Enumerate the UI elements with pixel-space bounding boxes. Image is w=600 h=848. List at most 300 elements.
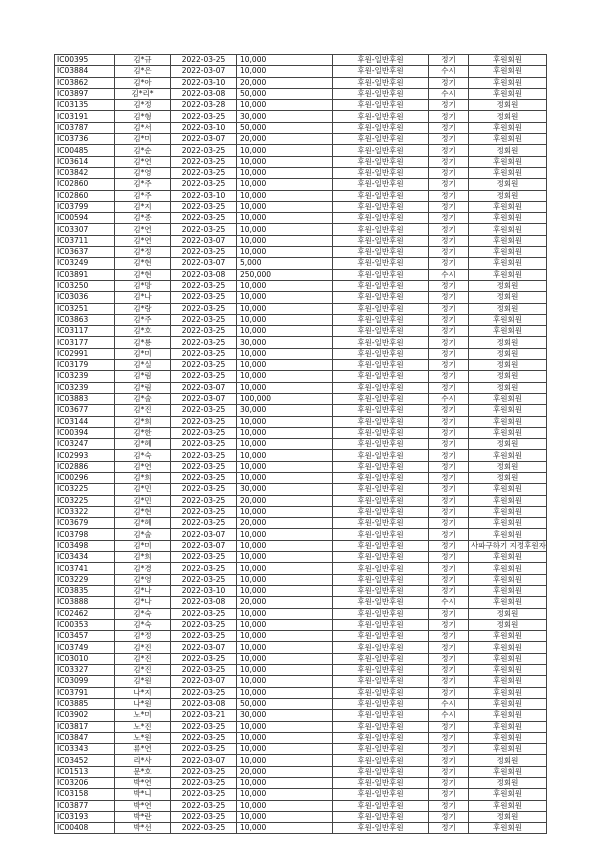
table-row: [55, 360, 547, 371]
member-grade-cell: 후원회원: [469, 721, 547, 732]
frequency-cell: 정기: [429, 179, 469, 190]
amount-cell: 10,000: [237, 744, 333, 755]
donation-date-cell: 2022-03-28: [171, 100, 237, 111]
donation-type-cell: 후원-일반후원: [333, 348, 429, 359]
donation-type-cell: 후원-일반후원: [333, 145, 429, 156]
donation-type-cell: 후원-일반후원: [333, 710, 429, 721]
donation-type-cell: 후원-일반후원: [333, 201, 429, 212]
member-id-cell: IC02993: [55, 450, 115, 461]
donation-date-cell: 2022-03-25: [171, 484, 237, 495]
table-row: [55, 653, 547, 664]
frequency-cell: 정기: [429, 439, 469, 450]
table-row: [55, 190, 547, 201]
frequency-cell: 정기: [429, 213, 469, 224]
amount-cell: 50,000: [237, 122, 333, 133]
donation-type-cell: 후원-일반후원: [333, 461, 429, 472]
donation-type-cell: 후원-일반후원: [333, 518, 429, 529]
donation-date-cell: 2022-03-25: [171, 405, 237, 416]
donation-date-cell: 2022-03-25: [171, 823, 237, 834]
member-id-cell: IC03251: [55, 303, 115, 314]
amount-cell: 10,000: [237, 472, 333, 483]
donation-type-cell: 후원-일반후원: [333, 360, 429, 371]
donation-type-cell: 후원-일반후원: [333, 744, 429, 755]
frequency-cell: 정기: [429, 472, 469, 483]
table-row: [55, 405, 547, 416]
table-row: [55, 789, 547, 800]
amount-cell: 10,000: [237, 789, 333, 800]
donor-name-cell: 김*영: [115, 574, 171, 585]
donation-type-cell: 후원-일반후원: [333, 800, 429, 811]
donation-type-cell: 후원-일반후원: [333, 337, 429, 348]
donation-date-cell: 2022-03-25: [171, 156, 237, 167]
donation-date-cell: 2022-03-25: [171, 416, 237, 427]
donation-date-cell: 2022-03-25: [171, 732, 237, 743]
member-grade-cell: 후원회원: [469, 213, 547, 224]
member-id-cell: IC02886: [55, 461, 115, 472]
donor-name-cell: 김*현: [115, 506, 171, 517]
member-id-cell: IC03884: [55, 66, 115, 77]
donor-name-cell: 김*실: [115, 360, 171, 371]
donation-date-cell: 2022-03-10: [171, 190, 237, 201]
donor-name-cell: 김*현: [115, 258, 171, 269]
donor-name-cell: 김*서: [115, 122, 171, 133]
amount-cell: 100,000: [237, 393, 333, 404]
table-row: [55, 506, 547, 517]
member-grade-cell: 후원회원: [469, 800, 547, 811]
member-id-cell: IC03343: [55, 744, 115, 755]
donor-name-cell: 김*연: [115, 156, 171, 167]
frequency-cell: 정기: [429, 608, 469, 619]
donor-name-cell: 나*지: [115, 687, 171, 698]
member-grade-cell: 후원회원: [469, 653, 547, 664]
member-id-cell: IC03736: [55, 134, 115, 145]
table-row: [55, 732, 547, 743]
member-id-cell: IC03158: [55, 789, 115, 800]
member-id-cell: IC03010: [55, 653, 115, 664]
frequency-cell: 정기: [429, 653, 469, 664]
table-row: [55, 122, 547, 133]
amount-cell: 20,000: [237, 495, 333, 506]
member-grade-cell: 정회원: [469, 371, 547, 382]
member-id-cell: IC03249: [55, 258, 115, 269]
donor-name-cell: 김*순: [115, 145, 171, 156]
table-row: [55, 744, 547, 755]
member-id-cell: IC03135: [55, 100, 115, 111]
donation-date-cell: 2022-03-07: [171, 382, 237, 393]
donor-name-cell: 김*희: [115, 552, 171, 563]
donation-type-cell: 후원-일반후원: [333, 416, 429, 427]
donation-date-cell: 2022-03-07: [171, 235, 237, 246]
frequency-cell: 정기: [429, 326, 469, 337]
frequency-cell: 정기: [429, 348, 469, 359]
donation-type-cell: 후원-일반후원: [333, 66, 429, 77]
donor-name-cell: 김*연: [115, 235, 171, 246]
amount-cell: 20,000: [237, 766, 333, 777]
frequency-cell: 수시: [429, 698, 469, 709]
donation-type-cell: 후원-일반후원: [333, 529, 429, 540]
donation-type-cell: 후원-일반후원: [333, 766, 429, 777]
member-id-cell: IC03877: [55, 800, 115, 811]
member-grade-cell: 후원회원: [469, 710, 547, 721]
table-row: [55, 258, 547, 269]
member-id-cell: IC00395: [55, 55, 115, 66]
donor-name-cell: 김*진: [115, 642, 171, 653]
amount-cell: 10,000: [237, 585, 333, 596]
donation-date-cell: 2022-03-08: [171, 597, 237, 608]
frequency-cell: 정기: [429, 156, 469, 167]
member-grade-cell: 후원회원: [469, 574, 547, 585]
member-id-cell: IC00594: [55, 213, 115, 224]
frequency-cell: 정기: [429, 687, 469, 698]
donor-name-cell: 김*랑: [115, 303, 171, 314]
donation-type-cell: 후원-일반후원: [333, 755, 429, 766]
frequency-cell: 정기: [429, 314, 469, 325]
member-id-cell: IC03679: [55, 518, 115, 529]
donation-date-cell: 2022-03-25: [171, 292, 237, 303]
amount-cell: 10,000: [237, 540, 333, 551]
member-grade-cell: 후원회원: [469, 518, 547, 529]
donor-name-cell: 김*숙: [115, 608, 171, 619]
member-grade-cell: 정회원: [469, 179, 547, 190]
donation-records-table: [54, 54, 547, 834]
member-id-cell: IC03798: [55, 529, 115, 540]
amount-cell: 10,000: [237, 721, 333, 732]
donation-type-cell: 후원-일반후원: [333, 823, 429, 834]
donation-date-cell: 2022-03-25: [171, 201, 237, 212]
donation-date-cell: 2022-03-25: [171, 665, 237, 676]
donation-type-cell: 후원-일반후원: [333, 585, 429, 596]
donation-date-cell: 2022-03-25: [171, 439, 237, 450]
donation-date-cell: 2022-03-25: [171, 778, 237, 789]
amount-cell: 5,000: [237, 258, 333, 269]
frequency-cell: 정기: [429, 721, 469, 732]
member-grade-cell: 후원회원: [469, 484, 547, 495]
donor-name-cell: 김*경: [115, 563, 171, 574]
donation-type-cell: 후원-일반후원: [333, 224, 429, 235]
table-row: [55, 710, 547, 721]
amount-cell: 10,000: [237, 100, 333, 111]
table-row: [55, 235, 547, 246]
donation-date-cell: 2022-03-25: [171, 224, 237, 235]
donation-type-cell: 후원-일반후원: [333, 371, 429, 382]
amount-cell: 10,000: [237, 66, 333, 77]
donation-type-cell: 후원-일반후원: [333, 235, 429, 246]
donor-name-cell: 노*진: [115, 721, 171, 732]
frequency-cell: 수시: [429, 66, 469, 77]
donation-type-cell: 후원-일반후원: [333, 393, 429, 404]
donor-name-cell: 김*나: [115, 292, 171, 303]
donation-type-cell: 후원-일반후원: [333, 134, 429, 145]
donation-date-cell: 2022-03-25: [171, 360, 237, 371]
donation-date-cell: 2022-03-21: [171, 710, 237, 721]
table-row: [55, 495, 547, 506]
member-id-cell: IC03225: [55, 495, 115, 506]
donor-name-cell: 김*진: [115, 653, 171, 664]
member-id-cell: IC03637: [55, 247, 115, 258]
member-grade-cell: 후원회원: [469, 698, 547, 709]
member-id-cell: IC03225: [55, 484, 115, 495]
table-row: [55, 755, 547, 766]
member-id-cell: IC03787: [55, 122, 115, 133]
amount-cell: 10,000: [237, 823, 333, 834]
amount-cell: 30,000: [237, 405, 333, 416]
member-id-cell: IC03498: [55, 540, 115, 551]
amount-cell: 10,000: [237, 156, 333, 167]
member-id-cell: IC03191: [55, 111, 115, 122]
donor-name-cell: 노*미: [115, 710, 171, 721]
donation-date-cell: 2022-03-08: [171, 269, 237, 280]
donor-name-cell: 김*한: [115, 427, 171, 438]
amount-cell: 10,000: [237, 382, 333, 393]
frequency-cell: 정기: [429, 823, 469, 834]
amount-cell: 50,000: [237, 88, 333, 99]
member-id-cell: IC00485: [55, 145, 115, 156]
frequency-cell: 정기: [429, 280, 469, 291]
member-id-cell: IC03177: [55, 337, 115, 348]
donor-name-cell: 김*정: [115, 631, 171, 642]
donor-name-cell: 김*술: [115, 393, 171, 404]
amount-cell: 10,000: [237, 224, 333, 235]
member-id-cell: IC03117: [55, 326, 115, 337]
member-grade-cell: 정회원: [469, 303, 547, 314]
donor-name-cell: 김*미: [115, 540, 171, 551]
member-grade-cell: 후원회원: [469, 416, 547, 427]
member-grade-cell: 후원회원: [469, 314, 547, 325]
table-row: [55, 721, 547, 732]
member-grade-cell: 후원회원: [469, 597, 547, 608]
table-row: [55, 597, 547, 608]
frequency-cell: 정기: [429, 744, 469, 755]
donor-name-cell: 김*리*: [115, 88, 171, 99]
amount-cell: 10,000: [237, 800, 333, 811]
frequency-cell: 정기: [429, 540, 469, 551]
member-grade-cell: 후원회원: [469, 122, 547, 133]
donation-date-cell: 2022-03-25: [171, 371, 237, 382]
donation-date-cell: 2022-03-07: [171, 540, 237, 551]
donation-date-cell: 2022-03-25: [171, 800, 237, 811]
table-row: [55, 55, 547, 66]
member-grade-cell: 후원회원: [469, 393, 547, 404]
amount-cell: 20,000: [237, 134, 333, 145]
donation-type-cell: 후원-일반후원: [333, 326, 429, 337]
donor-name-cell: 김*숙: [115, 619, 171, 630]
donation-type-cell: 후원-일반후원: [333, 405, 429, 416]
donation-date-cell: 2022-03-07: [171, 755, 237, 766]
member-grade-cell: 후원회원: [469, 156, 547, 167]
donor-name-cell: 김*영: [115, 167, 171, 178]
donation-type-cell: 후원-일반후원: [333, 811, 429, 822]
member-id-cell: IC01513: [55, 766, 115, 777]
donation-date-cell: 2022-03-10: [171, 122, 237, 133]
donation-type-cell: 후원-일반후원: [333, 427, 429, 438]
amount-cell: 10,000: [237, 247, 333, 258]
amount-cell: 50,000: [237, 698, 333, 709]
member-grade-cell: 정회원: [469, 280, 547, 291]
donation-date-cell: 2022-03-25: [171, 687, 237, 698]
frequency-cell: 정기: [429, 427, 469, 438]
frequency-cell: 정기: [429, 778, 469, 789]
donor-name-cell: 김*연: [115, 224, 171, 235]
donation-date-cell: 2022-03-10: [171, 77, 237, 88]
amount-cell: 10,000: [237, 676, 333, 687]
frequency-cell: 정기: [429, 506, 469, 517]
donation-type-cell: 후원-일반후원: [333, 213, 429, 224]
frequency-cell: 정기: [429, 122, 469, 133]
donation-date-cell: 2022-03-25: [171, 811, 237, 822]
table-row: [55, 518, 547, 529]
member-id-cell: IC03206: [55, 778, 115, 789]
frequency-cell: 정기: [429, 134, 469, 145]
donation-date-cell: 2022-03-07: [171, 529, 237, 540]
member-id-cell: IC02860: [55, 179, 115, 190]
member-grade-cell: 후원회원: [469, 247, 547, 258]
member-id-cell: IC03817: [55, 721, 115, 732]
member-grade-cell: 정회원: [469, 755, 547, 766]
donor-name-cell: 김*진: [115, 665, 171, 676]
table-row: [55, 800, 547, 811]
table-row: [55, 823, 547, 834]
donation-date-cell: 2022-03-25: [171, 427, 237, 438]
member-grade-cell: 후원회원: [469, 766, 547, 777]
donation-type-cell: 후원-일반후원: [333, 619, 429, 630]
frequency-cell: 정기: [429, 235, 469, 246]
table-row: [55, 766, 547, 777]
member-grade-cell: 정회원: [469, 608, 547, 619]
frequency-cell: 정기: [429, 405, 469, 416]
amount-cell: 10,000: [237, 314, 333, 325]
donation-date-cell: 2022-03-08: [171, 88, 237, 99]
table-body: [55, 55, 547, 834]
donation-type-cell: 후원-일반후원: [333, 439, 429, 450]
member-grade-cell: 후원회원: [469, 269, 547, 280]
donor-name-cell: 김*주: [115, 190, 171, 201]
donor-name-cell: 김*형: [115, 111, 171, 122]
table-row: [55, 472, 547, 483]
table-row: [55, 461, 547, 472]
table-row: [55, 145, 547, 156]
member-grade-cell: 후원회원: [469, 258, 547, 269]
member-grade-cell: 후원회원: [469, 495, 547, 506]
member-grade-cell: 후원회원: [469, 506, 547, 517]
member-id-cell: IC03457: [55, 631, 115, 642]
member-id-cell: IC03897: [55, 88, 115, 99]
table-row: [55, 134, 547, 145]
donation-type-cell: 후원-일반후원: [333, 55, 429, 66]
frequency-cell: 정기: [429, 224, 469, 235]
member-id-cell: IC02860: [55, 190, 115, 201]
amount-cell: 20,000: [237, 518, 333, 529]
member-grade-cell: 정회원: [469, 190, 547, 201]
table-row: [55, 698, 547, 709]
donation-type-cell: 후원-일반후원: [333, 280, 429, 291]
member-grade-cell: 후원회원: [469, 552, 547, 563]
donor-name-cell: 류*연: [115, 744, 171, 755]
donor-name-cell: 김*희: [115, 416, 171, 427]
donation-date-cell: 2022-03-25: [171, 653, 237, 664]
member-id-cell: IC03036: [55, 292, 115, 303]
member-id-cell: IC03229: [55, 574, 115, 585]
table-row: [55, 337, 547, 348]
member-grade-cell: 후원회원: [469, 55, 547, 66]
table-row: [55, 156, 547, 167]
member-id-cell: IC03862: [55, 77, 115, 88]
amount-cell: 10,000: [237, 235, 333, 246]
member-grade-cell: 후원회원: [469, 642, 547, 653]
donor-name-cell: 리*사: [115, 755, 171, 766]
member-id-cell: IC03144: [55, 416, 115, 427]
member-id-cell: IC03799: [55, 201, 115, 212]
amount-cell: 20,000: [237, 597, 333, 608]
frequency-cell: 정기: [429, 167, 469, 178]
member-grade-cell: 후원회원: [469, 88, 547, 99]
member-grade-cell: 후원회원: [469, 326, 547, 337]
member-id-cell: IC03883: [55, 393, 115, 404]
donation-type-cell: 후원-일반후원: [333, 665, 429, 676]
member-id-cell: IC03711: [55, 235, 115, 246]
frequency-cell: 정기: [429, 258, 469, 269]
donor-name-cell: 김*혜: [115, 518, 171, 529]
donation-type-cell: 후원-일반후원: [333, 676, 429, 687]
donor-name-cell: 노*원: [115, 732, 171, 743]
member-id-cell: IC03307: [55, 224, 115, 235]
frequency-cell: 수시: [429, 597, 469, 608]
table-row: [55, 608, 547, 619]
member-grade-cell: 정회원: [469, 472, 547, 483]
member-grade-cell: 정회원: [469, 337, 547, 348]
member-grade-cell: 정회원: [469, 145, 547, 156]
amount-cell: 30,000: [237, 710, 333, 721]
donation-type-cell: 후원-일반후원: [333, 552, 429, 563]
table-row: [55, 585, 547, 596]
member-grade-cell: 사파구하기 지정후원자: [469, 540, 547, 551]
donor-name-cell: 김*정: [115, 247, 171, 258]
donation-type-cell: 후원-일반후원: [333, 167, 429, 178]
donation-date-cell: 2022-03-25: [171, 111, 237, 122]
frequency-cell: 정기: [429, 100, 469, 111]
member-id-cell: IC03179: [55, 360, 115, 371]
member-grade-cell: 후원회원: [469, 77, 547, 88]
donation-type-cell: 후원-일반후원: [333, 100, 429, 111]
donor-name-cell: 김*원: [115, 676, 171, 687]
donation-type-cell: 후원-일반후원: [333, 190, 429, 201]
donor-name-cell: 김*희: [115, 472, 171, 483]
amount-cell: 10,000: [237, 450, 333, 461]
frequency-cell: 정기: [429, 495, 469, 506]
frequency-cell: 정기: [429, 247, 469, 258]
member-grade-cell: 후원회원: [469, 201, 547, 212]
frequency-cell: 정기: [429, 811, 469, 822]
table-row: [55, 529, 547, 540]
amount-cell: 10,000: [237, 348, 333, 359]
donor-name-cell: 박*연: [115, 778, 171, 789]
member-grade-cell: 정회원: [469, 111, 547, 122]
donor-name-cell: 박*연: [115, 800, 171, 811]
table-row: [55, 224, 547, 235]
donation-type-cell: 후원-일반후원: [333, 88, 429, 99]
donation-date-cell: 2022-03-25: [171, 247, 237, 258]
member-grade-cell: 후원회원: [469, 450, 547, 461]
member-id-cell: IC02462: [55, 608, 115, 619]
amount-cell: 10,000: [237, 563, 333, 574]
member-grade-cell: 후원회원: [469, 563, 547, 574]
member-id-cell: IC03741: [55, 563, 115, 574]
donor-name-cell: 김*연: [115, 461, 171, 472]
amount-cell: 10,000: [237, 608, 333, 619]
donation-date-cell: 2022-03-25: [171, 450, 237, 461]
table-row: [55, 201, 547, 212]
frequency-cell: 정기: [429, 755, 469, 766]
frequency-cell: 정기: [429, 77, 469, 88]
